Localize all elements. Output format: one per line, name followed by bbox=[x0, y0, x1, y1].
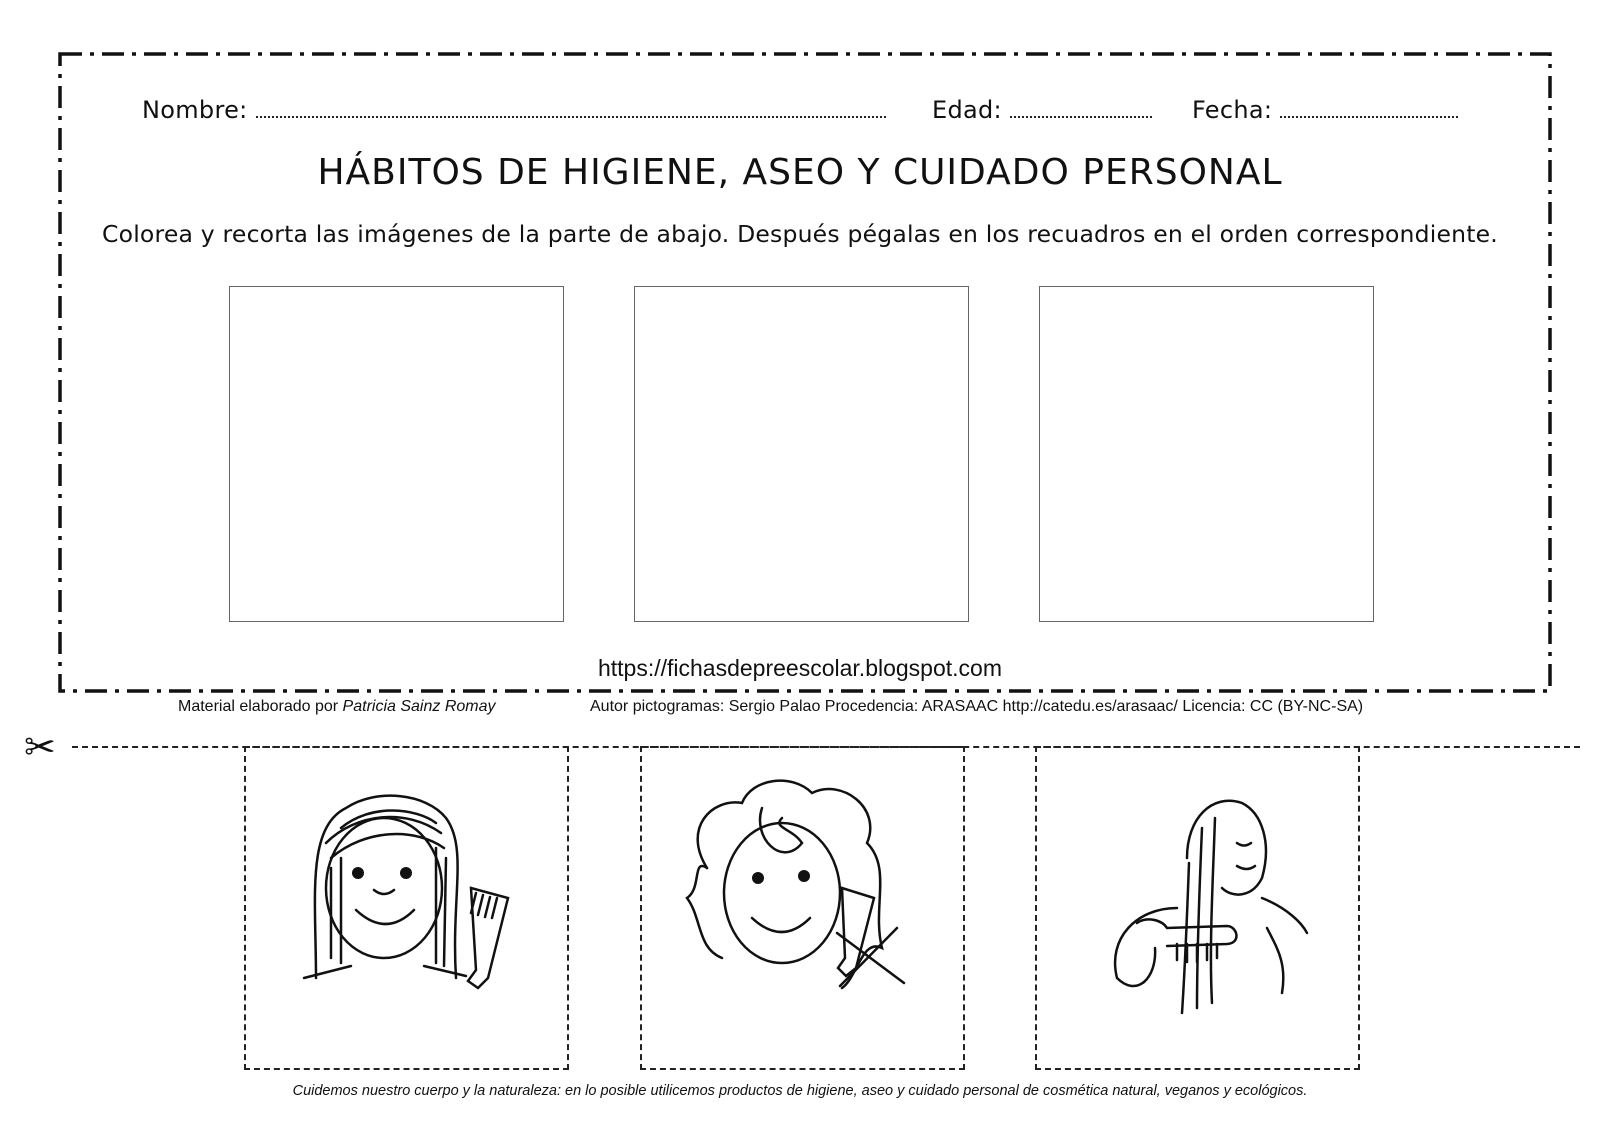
scissors-icon: ✂ bbox=[24, 725, 56, 769]
paste-box-1[interactable] bbox=[229, 286, 564, 622]
girl-combed-hair-icon bbox=[246, 748, 567, 1068]
edad-blank[interactable] bbox=[1010, 112, 1152, 118]
brushing-long-hair-icon bbox=[1037, 748, 1358, 1068]
website-url[interactable]: https://fichasdepreescolar.blogspot.com bbox=[597, 655, 1002, 681]
footer-note: Cuidemos nuestro cuerpo y la naturaleza: en lo posible utilicemos productos de higiene, aseo y cuidado personal de cosmética natural, veganos y ecológicos. bbox=[292, 1083, 1308, 1099]
messy-hair-no-comb-icon bbox=[642, 748, 963, 1068]
worksheet-title: HÁBITOS DE HIGIENE, ASEO Y CUIDADO PERSONAL bbox=[317, 152, 1283, 193]
paste-box-3[interactable] bbox=[1039, 286, 1374, 622]
material-author: Patricia Sainz Romay bbox=[342, 698, 496, 715]
fecha-label: Fecha: bbox=[1192, 96, 1273, 124]
edad-field[interactable] bbox=[932, 96, 1152, 124]
pictogram-credit: Autor pictogramas: Sergio Palao Procedencia: ARASAAC http://catedu.es/arasaac/ Licencia: CC (BY-NC-SA) bbox=[590, 698, 1364, 715]
instructions: Colorea y recorta las imágenes de la parte de abajo. Después pégalas en los recuadros en el orden correspondiente. bbox=[102, 220, 1498, 248]
cutout-card-3[interactable] bbox=[1035, 746, 1360, 1070]
fecha-blank[interactable] bbox=[1280, 112, 1458, 118]
cutout-card-1[interactable] bbox=[244, 746, 569, 1070]
cutout-card-2[interactable] bbox=[640, 746, 965, 1070]
material-credit bbox=[178, 698, 496, 716]
material-prefix: Material elaborado por bbox=[178, 698, 339, 715]
fecha-field[interactable] bbox=[1192, 96, 1458, 124]
edad-label: Edad: bbox=[932, 96, 1002, 124]
paste-box-2[interactable] bbox=[634, 286, 969, 622]
nombre-blank[interactable] bbox=[256, 112, 886, 118]
nombre-label: Nombre: bbox=[142, 96, 248, 124]
nombre-field[interactable] bbox=[142, 96, 886, 124]
